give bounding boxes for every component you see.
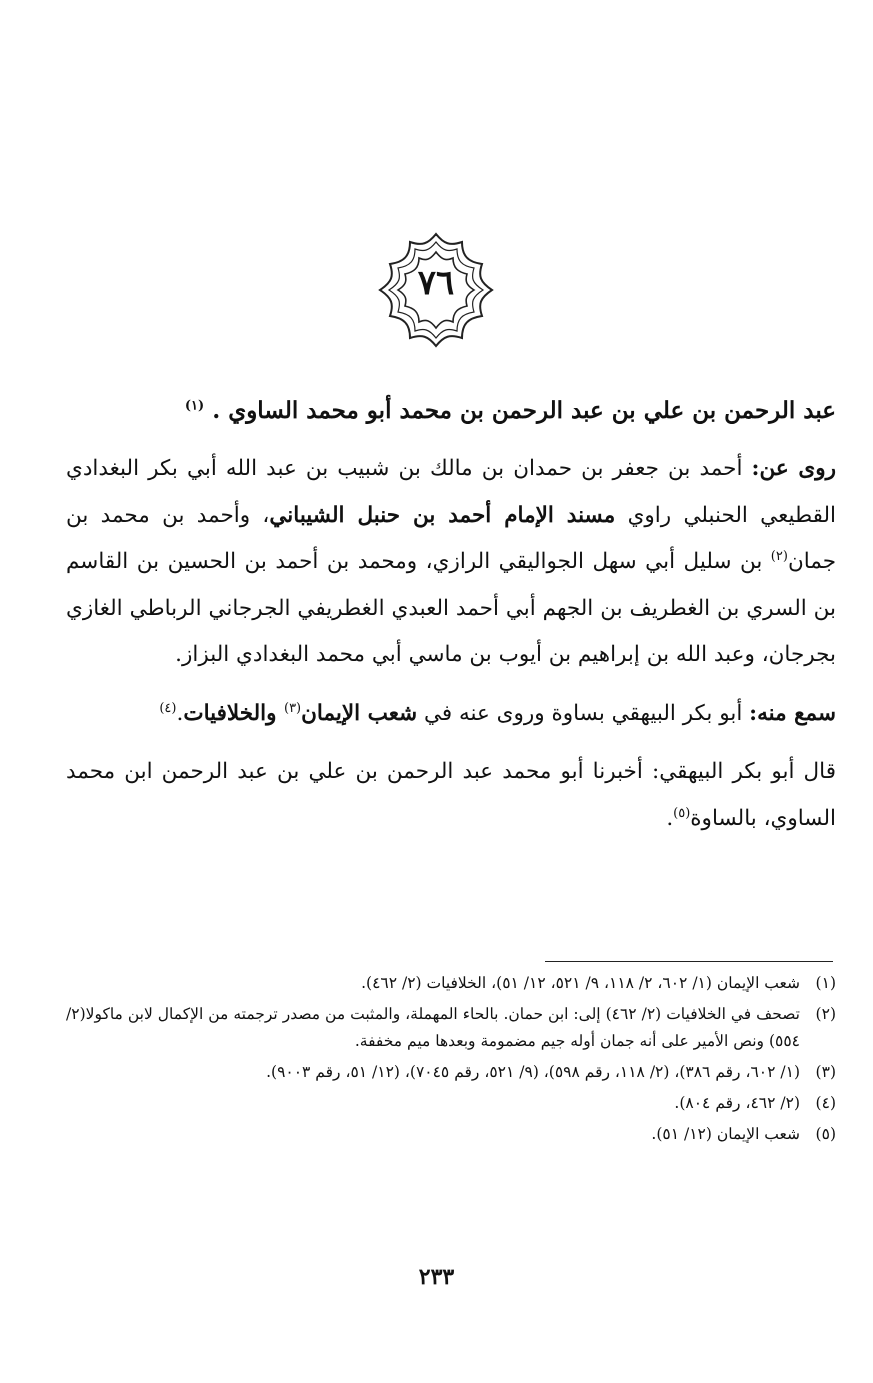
footnote-number: (٣)	[815, 1063, 836, 1081]
khilafiyyat-title: والخلافيات	[183, 700, 284, 726]
footnote-text: (٢/ ٤٦٢، رقم ٨٠٤).	[674, 1094, 800, 1112]
footnote-text: شعب الإيمان (١/ ٦٠٢، ٢/ ١١٨، ٩/ ٥٢١، ١٢/ ٥١)، الخلافيات (٢/ ٤٦٢).	[361, 974, 800, 992]
footnote-4	[66, 1090, 836, 1117]
quote-text-2: .	[666, 805, 674, 831]
narrated-from-label: روى عن:	[751, 456, 836, 481]
narrated-from-paragraph	[66, 446, 836, 679]
footnote-1	[66, 970, 836, 997]
footnote-text: (١/ ٦٠٢، رقم ٣٨٦)، (٢/ ١١٨، رقم ٥٩٨)، (٩/ ٥٢١، رقم ٧٠٤٥)، (١٢/ ٥١، رقم ٩٠٠٣).	[266, 1063, 800, 1081]
heard-from-him-text-2: .	[176, 700, 184, 726]
page-number: ٢٣٣	[418, 1264, 455, 1290]
narrated-from-text-1: أحمد بن جعفر بن حمدان بن مالك بن شبيب بن عبد الله أبي بكر البغدادي القطيعي الحنبلي راوي	[66, 456, 836, 528]
entry-title	[66, 388, 836, 434]
footnotes	[66, 970, 836, 1152]
musnad-title: مسند الإمام أحمد بن حنبل الشيباني	[269, 502, 616, 528]
footnote-ref-1: (١)	[184, 398, 205, 414]
chapter-ornament	[376, 230, 496, 350]
footnote-ref-2: (٢)	[770, 548, 788, 564]
footnote-separator	[545, 961, 833, 962]
shuab-al-iman-title: شعب الإيمان	[301, 700, 418, 726]
footnote-3	[66, 1059, 836, 1086]
footnote-ref-3: (٣)	[283, 700, 302, 716]
footnote-ref-5: (٥)	[673, 805, 691, 821]
footnote-number: (٤)	[815, 1094, 836, 1112]
entry-number: ٧٦	[417, 263, 455, 303]
quote-text-1: قال أبو بكر البيهقي: أخبرنا أبو محمد عبد الرحمن بن علي بن عبد الرحمن ابن محمد الساوي، بالساوة	[66, 759, 836, 831]
footnote-ref-4: (٤)	[159, 700, 177, 716]
footnote-number: (٢)	[815, 1005, 836, 1023]
heard-from-him-text-1: أبو بكر البيهقي بساوة وروى عنه في	[417, 700, 750, 726]
footnote-5	[66, 1121, 836, 1148]
narrated-from-text-2: ، وأحمد بن محمد بن جمان	[66, 502, 836, 574]
narrated-from-text-3: بن سليل أبي سهل الجواليقي الرازي، ومحمد بن أحمد بن الحسين بن القاسم بن السري بن الغطريف بن الجهم أبي أحمد العبدي الغطريفي الجرجاني الرباطي الغازي بجرجان، وعبد الله بن إبراهيم بن أيوب بن ماسي أبي محمد البغدادي البزاز.	[66, 549, 836, 667]
footnote-number: (٥)	[815, 1125, 836, 1143]
heard-from-him-paragraph	[66, 691, 836, 738]
footnote-number: (١)	[815, 974, 836, 992]
heard-from-him-label: سمع منه:	[749, 700, 836, 726]
entry-title-text: عبد الرحمن بن علي بن عبد الرحمن بن محمد أبو محمد الساوي .	[212, 397, 836, 424]
footnote-2	[66, 1001, 836, 1055]
quote-paragraph	[66, 749, 836, 842]
main-text	[66, 388, 836, 854]
footnote-text: تصحف في الخلافيات (٢/ ٤٦٢) إلى: ابن حمان. بالحاء المهملة، والمثبت من مصدر ترجمته من الإكمال لابن ماكولا(٢/ ٥٥٤) ونص الأمير على أنه جمان أوله جيم مضمومة وبعدها ميم مخففة.	[66, 1005, 800, 1050]
footnote-text: شعب الإيمان (١٢/ ٥١).	[651, 1125, 800, 1143]
